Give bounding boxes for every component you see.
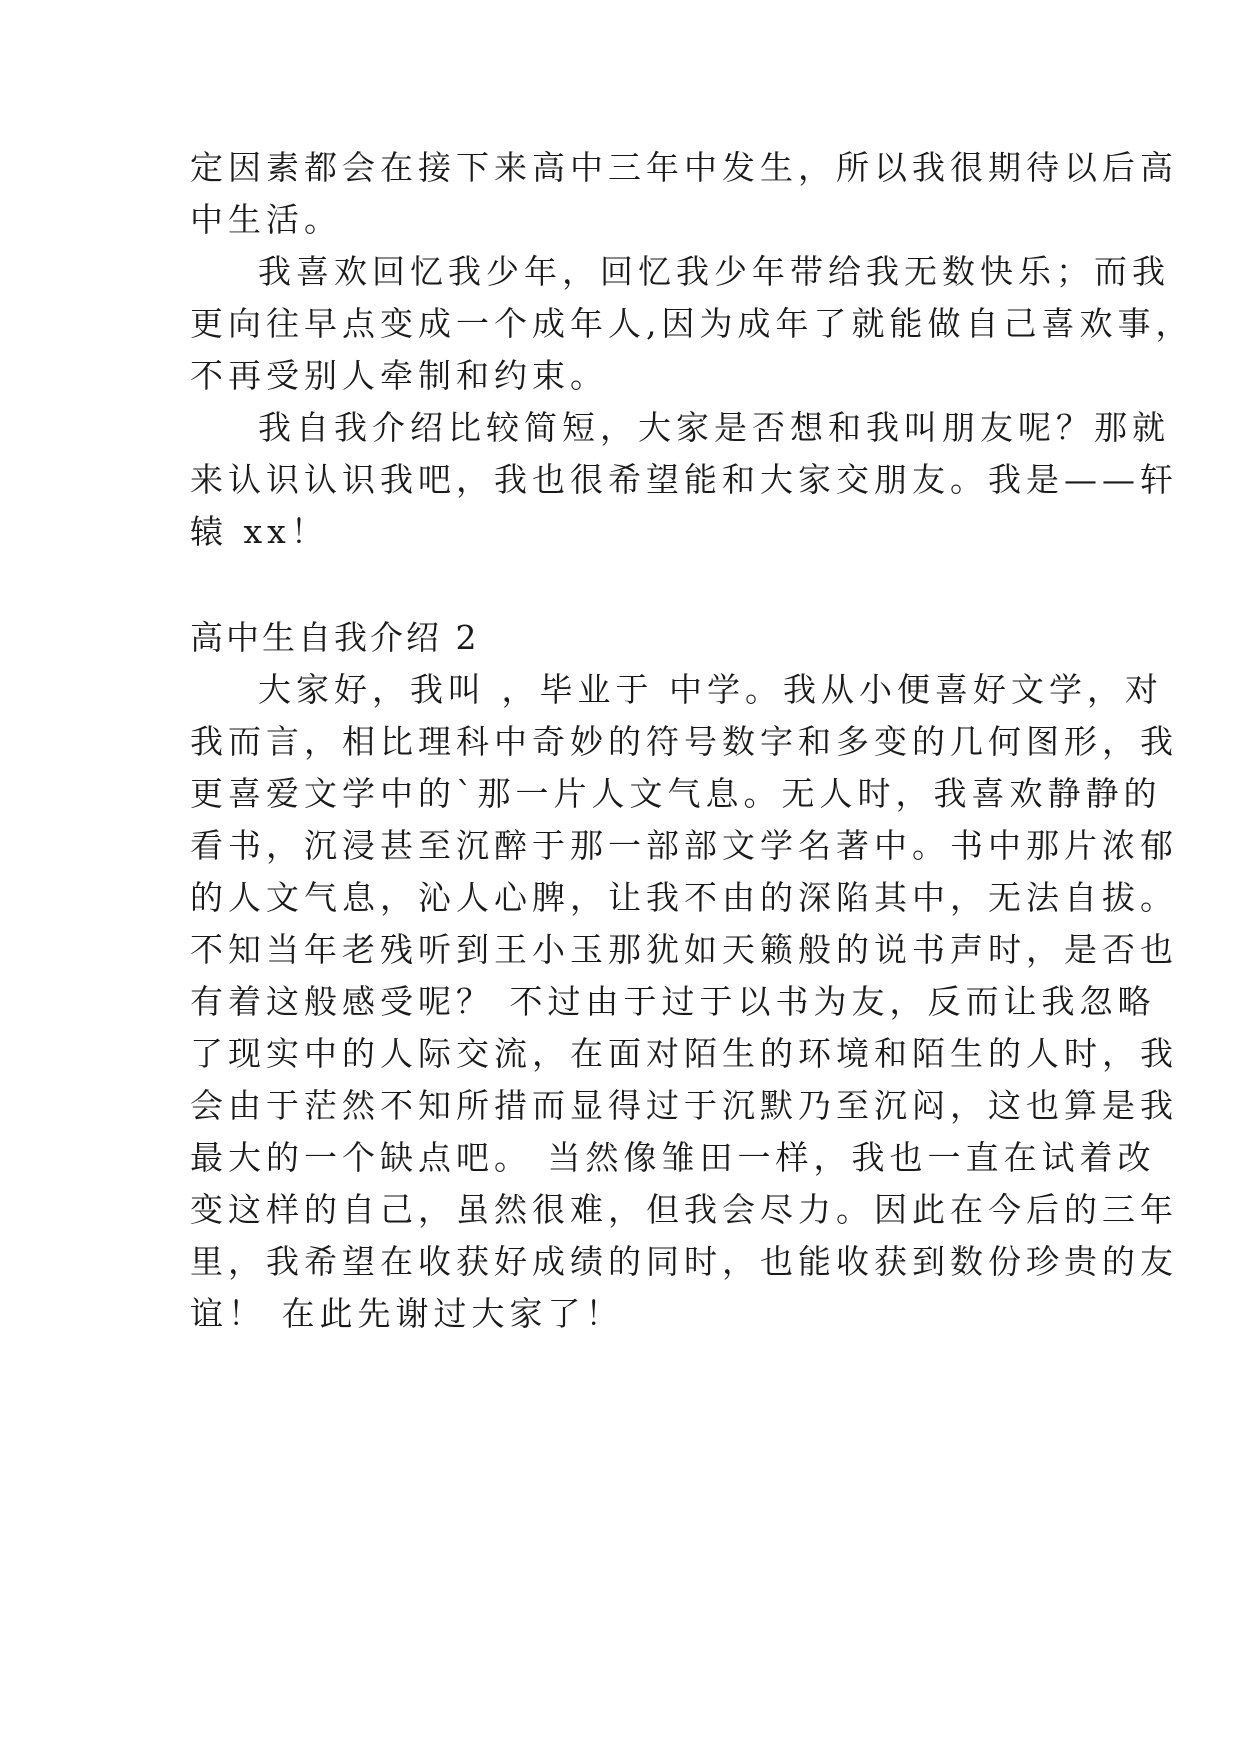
paragraph-1-line-2: 中生活。 [190,200,342,239]
section-line-6: 不知当年老残听到王小玉那犹如天籁般的说书声时，是否也 [190,930,1178,969]
paragraph-3-line-3: 辕 xx！ [190,512,329,551]
section-line-13: 谊！ 在此先谢过大家了！ [190,1294,624,1333]
section-line-10: 最大的一个缺点吧。 当然像雏田一样，我也一直在试着改 [190,1138,1156,1177]
section-line-5: 的人文气息，沁人心脾，让我不由的深陷其中，无法自拔。 [190,878,1178,917]
section-line-1: 大家好，我叫 ，毕业于 中学。我从小便喜好文学，对 [258,670,1163,709]
section-line-9: 会由于茫然不知所措而显得过于沉默乃至沉闷，这也算是我 [190,1086,1178,1125]
section-line-12: 里，我希望在收获好成绩的同时，也能收获到数份珍贵的友 [190,1242,1178,1281]
paragraph-3-line-1: 我自我介绍比较简短，大家是否想和我叫朋友呢？那就 [258,408,1170,447]
section-line-3: 更喜爱文学中的`那一片人文气息。无人时，我喜欢静静的 [190,774,1162,813]
section-line-7: 有着这般感受呢？ 不过由于过于以书为友，反而让我忽略 [190,982,1156,1021]
section-line-2: 我而言，相比理科中奇妙的符号数字和多变的几何图形，我 [190,722,1178,761]
section-line-11: 变这样的自己，虽然很难，但我会尽力。因此在今后的三年 [190,1190,1178,1229]
section-line-4: 看书，沉浸甚至沉醉于那一部部文学名著中。书中那片浓郁 [190,826,1178,865]
paragraph-2-line-3: 不再受别人牵制和约束。 [190,356,608,395]
paragraph-1-line-1: 定因素都会在接下来高中三年中发生，所以我很期待以后高 [190,148,1178,187]
paragraph-2-line-2: 更向往早点变成一个成年人,因为成年了就能做自己喜欢事， [190,304,1194,343]
paragraph-2-line-1: 我喜欢回忆我少年，回忆我少年带给我无数快乐；而我 [258,252,1170,291]
section-title: 高中生自我介绍 2 [190,618,480,657]
section-line-8: 了现实中的人际交流，在面对陌生的环境和陌生的人时，我 [190,1034,1178,1073]
paragraph-3-line-2: 来认识认识我吧，我也很希望能和大家交朋友。我是——轩 [190,460,1178,499]
